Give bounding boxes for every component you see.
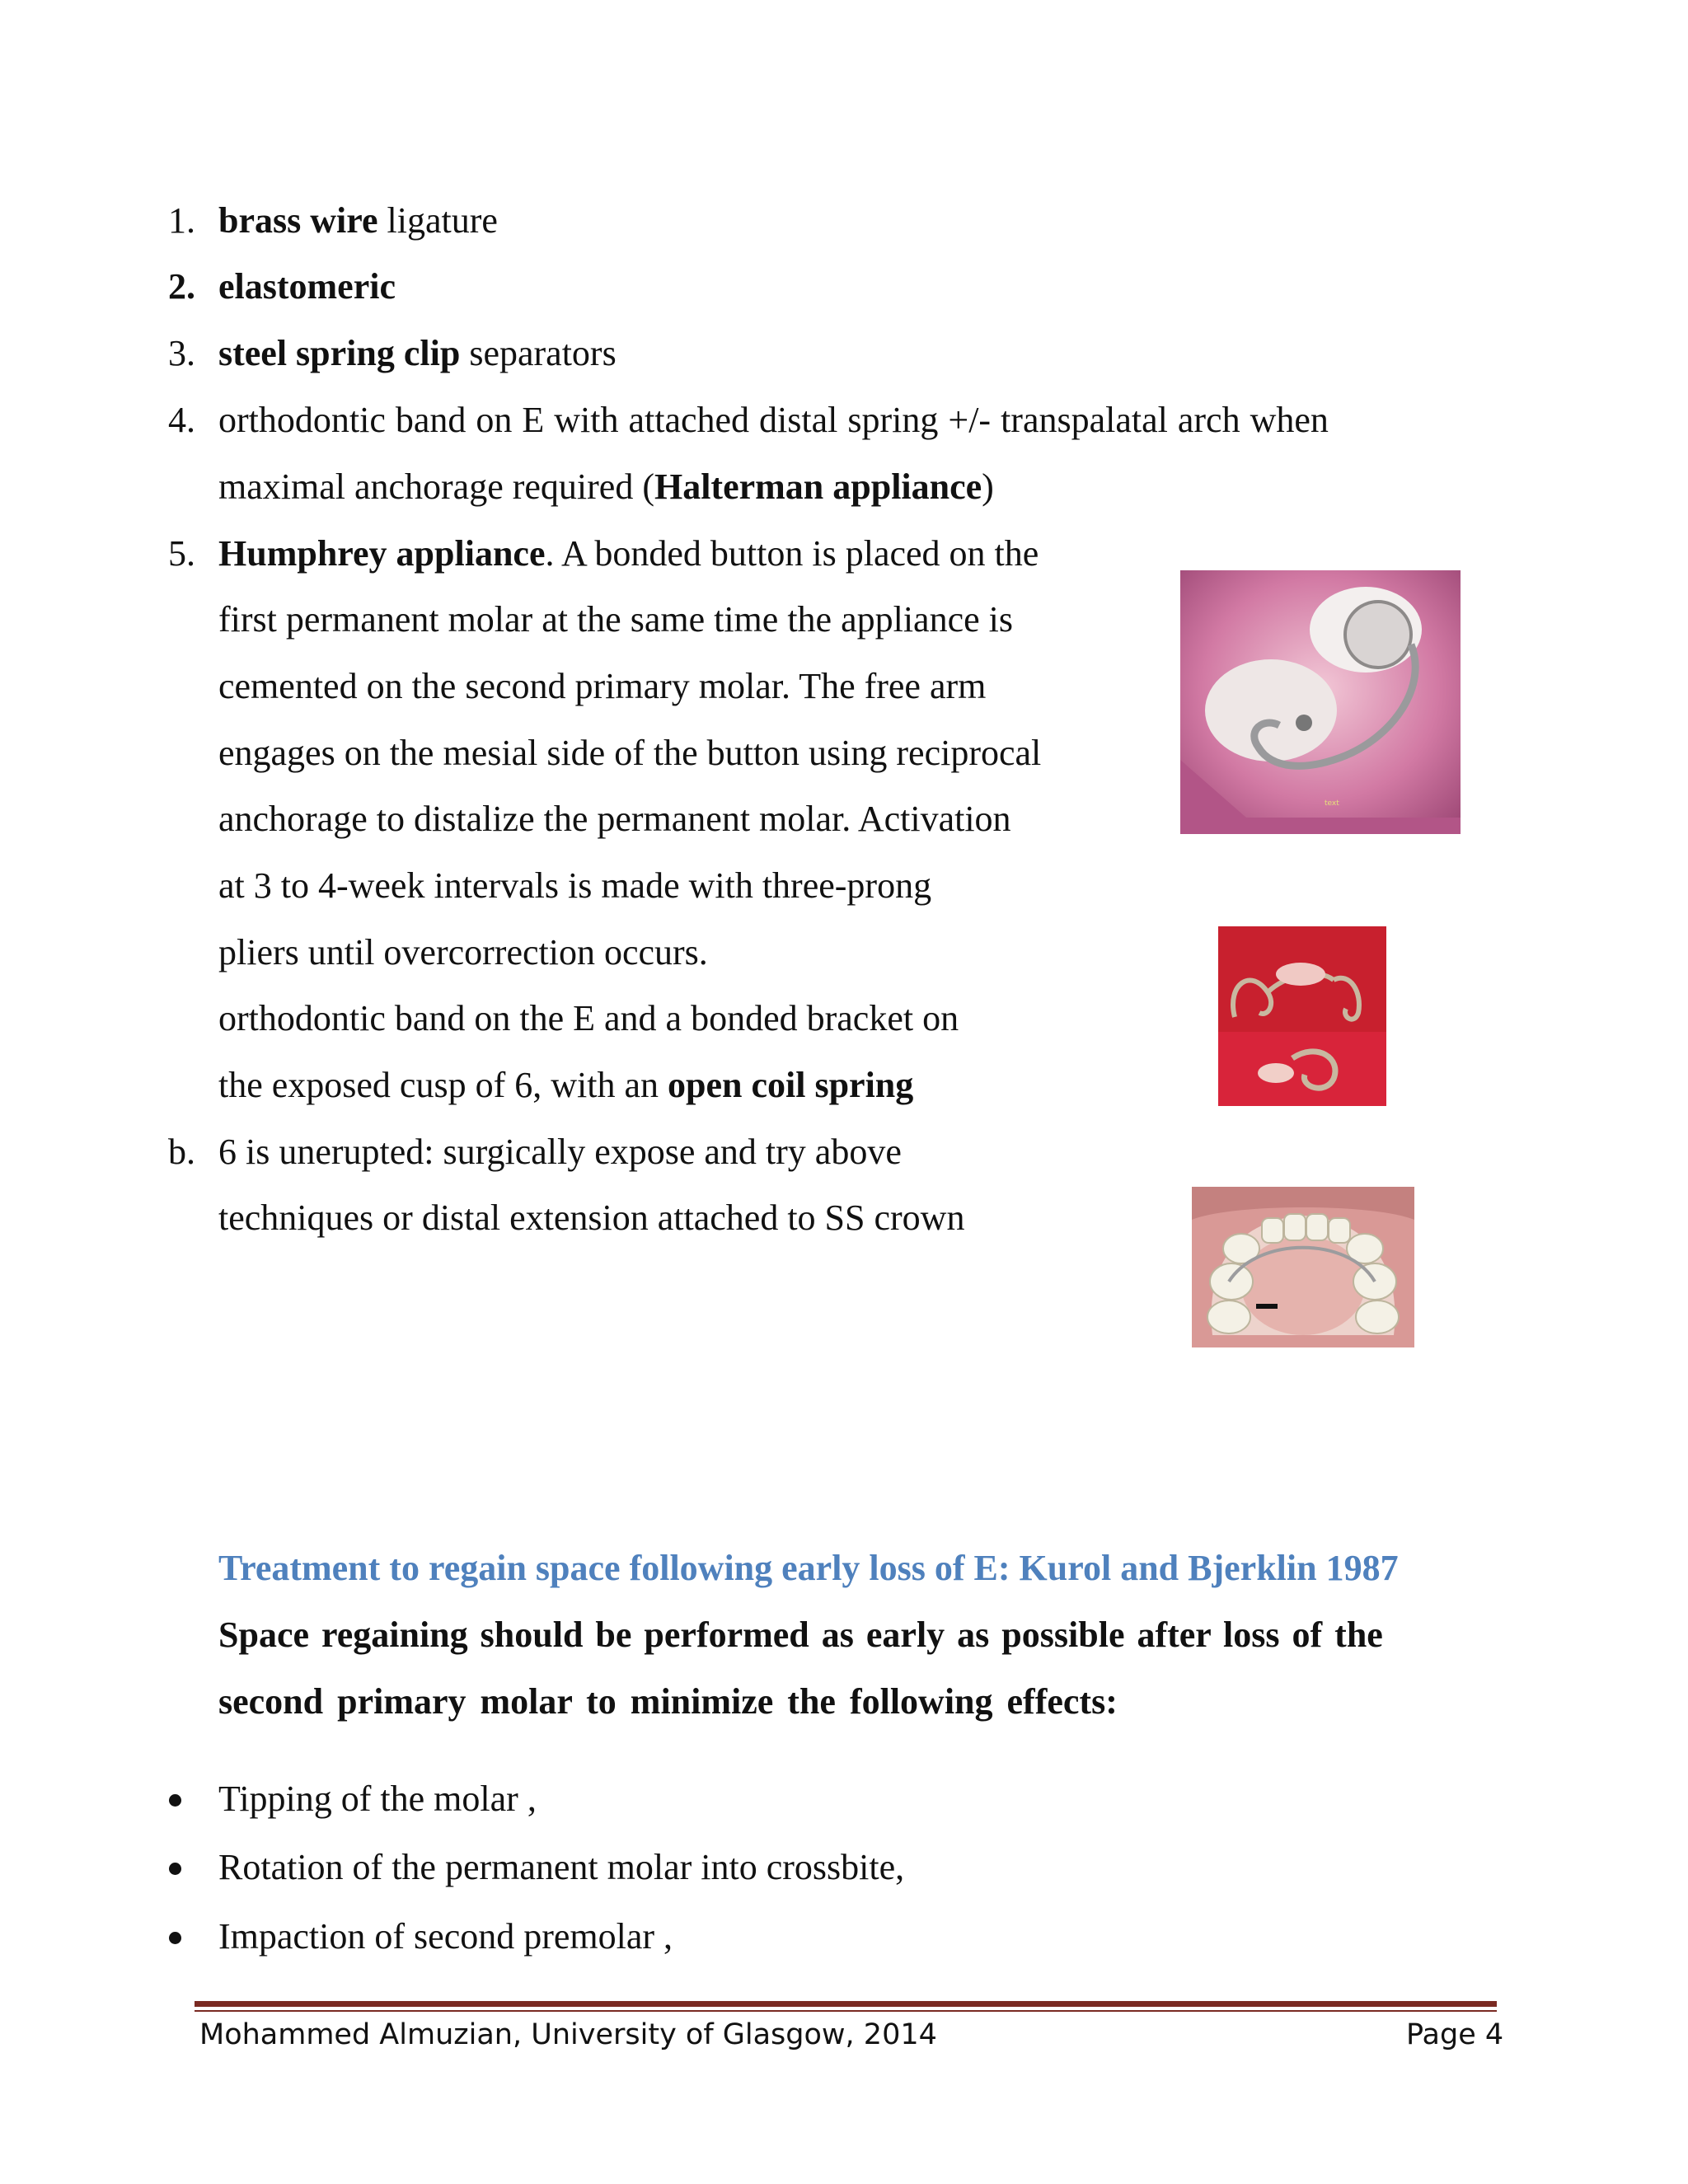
list-item-bold: steel spring clip (218, 333, 461, 373)
humphrey-text: . A bonded button is placed on the (545, 533, 1039, 574)
open-coil-spring: open coil spring (668, 1065, 914, 1105)
list-item-orthodontic-band-cont (218, 464, 994, 510)
list-item-text: ) (982, 466, 994, 507)
section-intro-line-1: Space regaining should be performed as early as possible after loss of the (218, 1615, 1383, 1655)
list-number: 1. (168, 200, 195, 241)
spring-appliance-photo (1218, 926, 1386, 1106)
halterman-appliance: Halterman appliance (654, 466, 982, 507)
list-item-brass-wire (218, 198, 498, 244)
list-number: 5. (168, 533, 195, 574)
spring-appliance-image (1218, 926, 1386, 1106)
bullet-icon (169, 1932, 181, 1944)
humphrey-line-5: anchorage to distalize the permanent molar. Activation (218, 799, 1011, 839)
item-b-line-1: 6 is unerupted: surgically expose and try above (218, 1132, 902, 1172)
occlusal-arch-image (1192, 1187, 1414, 1347)
footer-author: Mohammed Almuzian, University of Glasgow, 2014 (199, 2018, 937, 2051)
bullet-item-impaction: Impaction of second premolar , (218, 1916, 673, 1957)
list-item-orthodontic-band: orthodontic band on E with attached distal spring +/- transpalatal arch when (218, 400, 1329, 440)
list-number: 4. (168, 400, 195, 440)
list-number: 3. (168, 333, 195, 373)
humphrey-line-1 (218, 531, 1039, 577)
list-item-bold: brass wire (218, 200, 378, 241)
humphrey-appliance-photo (1180, 570, 1461, 834)
list-item-bold: elastomeric (218, 266, 396, 307)
humphrey-line-7: pliers until overcorrection occurs. (218, 932, 708, 972)
humphrey-line-8: orthodontic band on the E and a bonded bracket on (218, 998, 959, 1038)
footer-divider-thin (195, 2010, 1497, 2012)
occlusal-arch-photo (1192, 1187, 1414, 1347)
svg-text:text: text (1325, 799, 1339, 808)
item-b-line-2: techniques or distal extension attached to SS crown (218, 1197, 965, 1238)
list-item-steel-spring-clip (218, 330, 617, 377)
list-number: 2. (168, 266, 195, 307)
section-heading: Treatment to regain space following early loss of E: Kurol and Bjerklin 1987 (218, 1548, 1399, 1588)
bullet-item-rotation: Rotation of the permanent molar into crossbite, (218, 1847, 905, 1887)
humphrey-line-3: cemented on the second primary molar. The free arm (218, 666, 987, 706)
humphrey-line-4: engages on the mesial side of the button using reciprocal (218, 733, 1042, 773)
list-item-elastomeric (218, 264, 396, 310)
humphrey-line-6: at 3 to 4-week intervals is made with three-prong (218, 865, 932, 906)
bullet-icon (169, 1794, 181, 1807)
bullet-item-tipping: Tipping of the molar , (218, 1779, 537, 1819)
humphrey-appliance: Humphrey appliance (218, 533, 546, 574)
humphrey-line-2: first permanent molar at the same time the appliance is (218, 599, 1013, 640)
list-letter: b. (168, 1132, 195, 1172)
list-item-text: ligature (377, 200, 498, 241)
footer-divider (195, 2001, 1497, 2007)
open-coil-spring-line (218, 1062, 913, 1108)
list-item-text: separators (460, 333, 617, 373)
humphrey-appliance-image (1180, 570, 1461, 834)
list-item-text: maximal anchorage required ( (218, 466, 654, 507)
section-intro-line-2: second primary molar to minimize the following effects: (218, 1681, 1118, 1722)
footer-page-number: Page 4 (1406, 2018, 1504, 2051)
coil-text: the exposed cusp of 6, with an (218, 1065, 668, 1105)
bullet-icon (169, 1863, 181, 1875)
